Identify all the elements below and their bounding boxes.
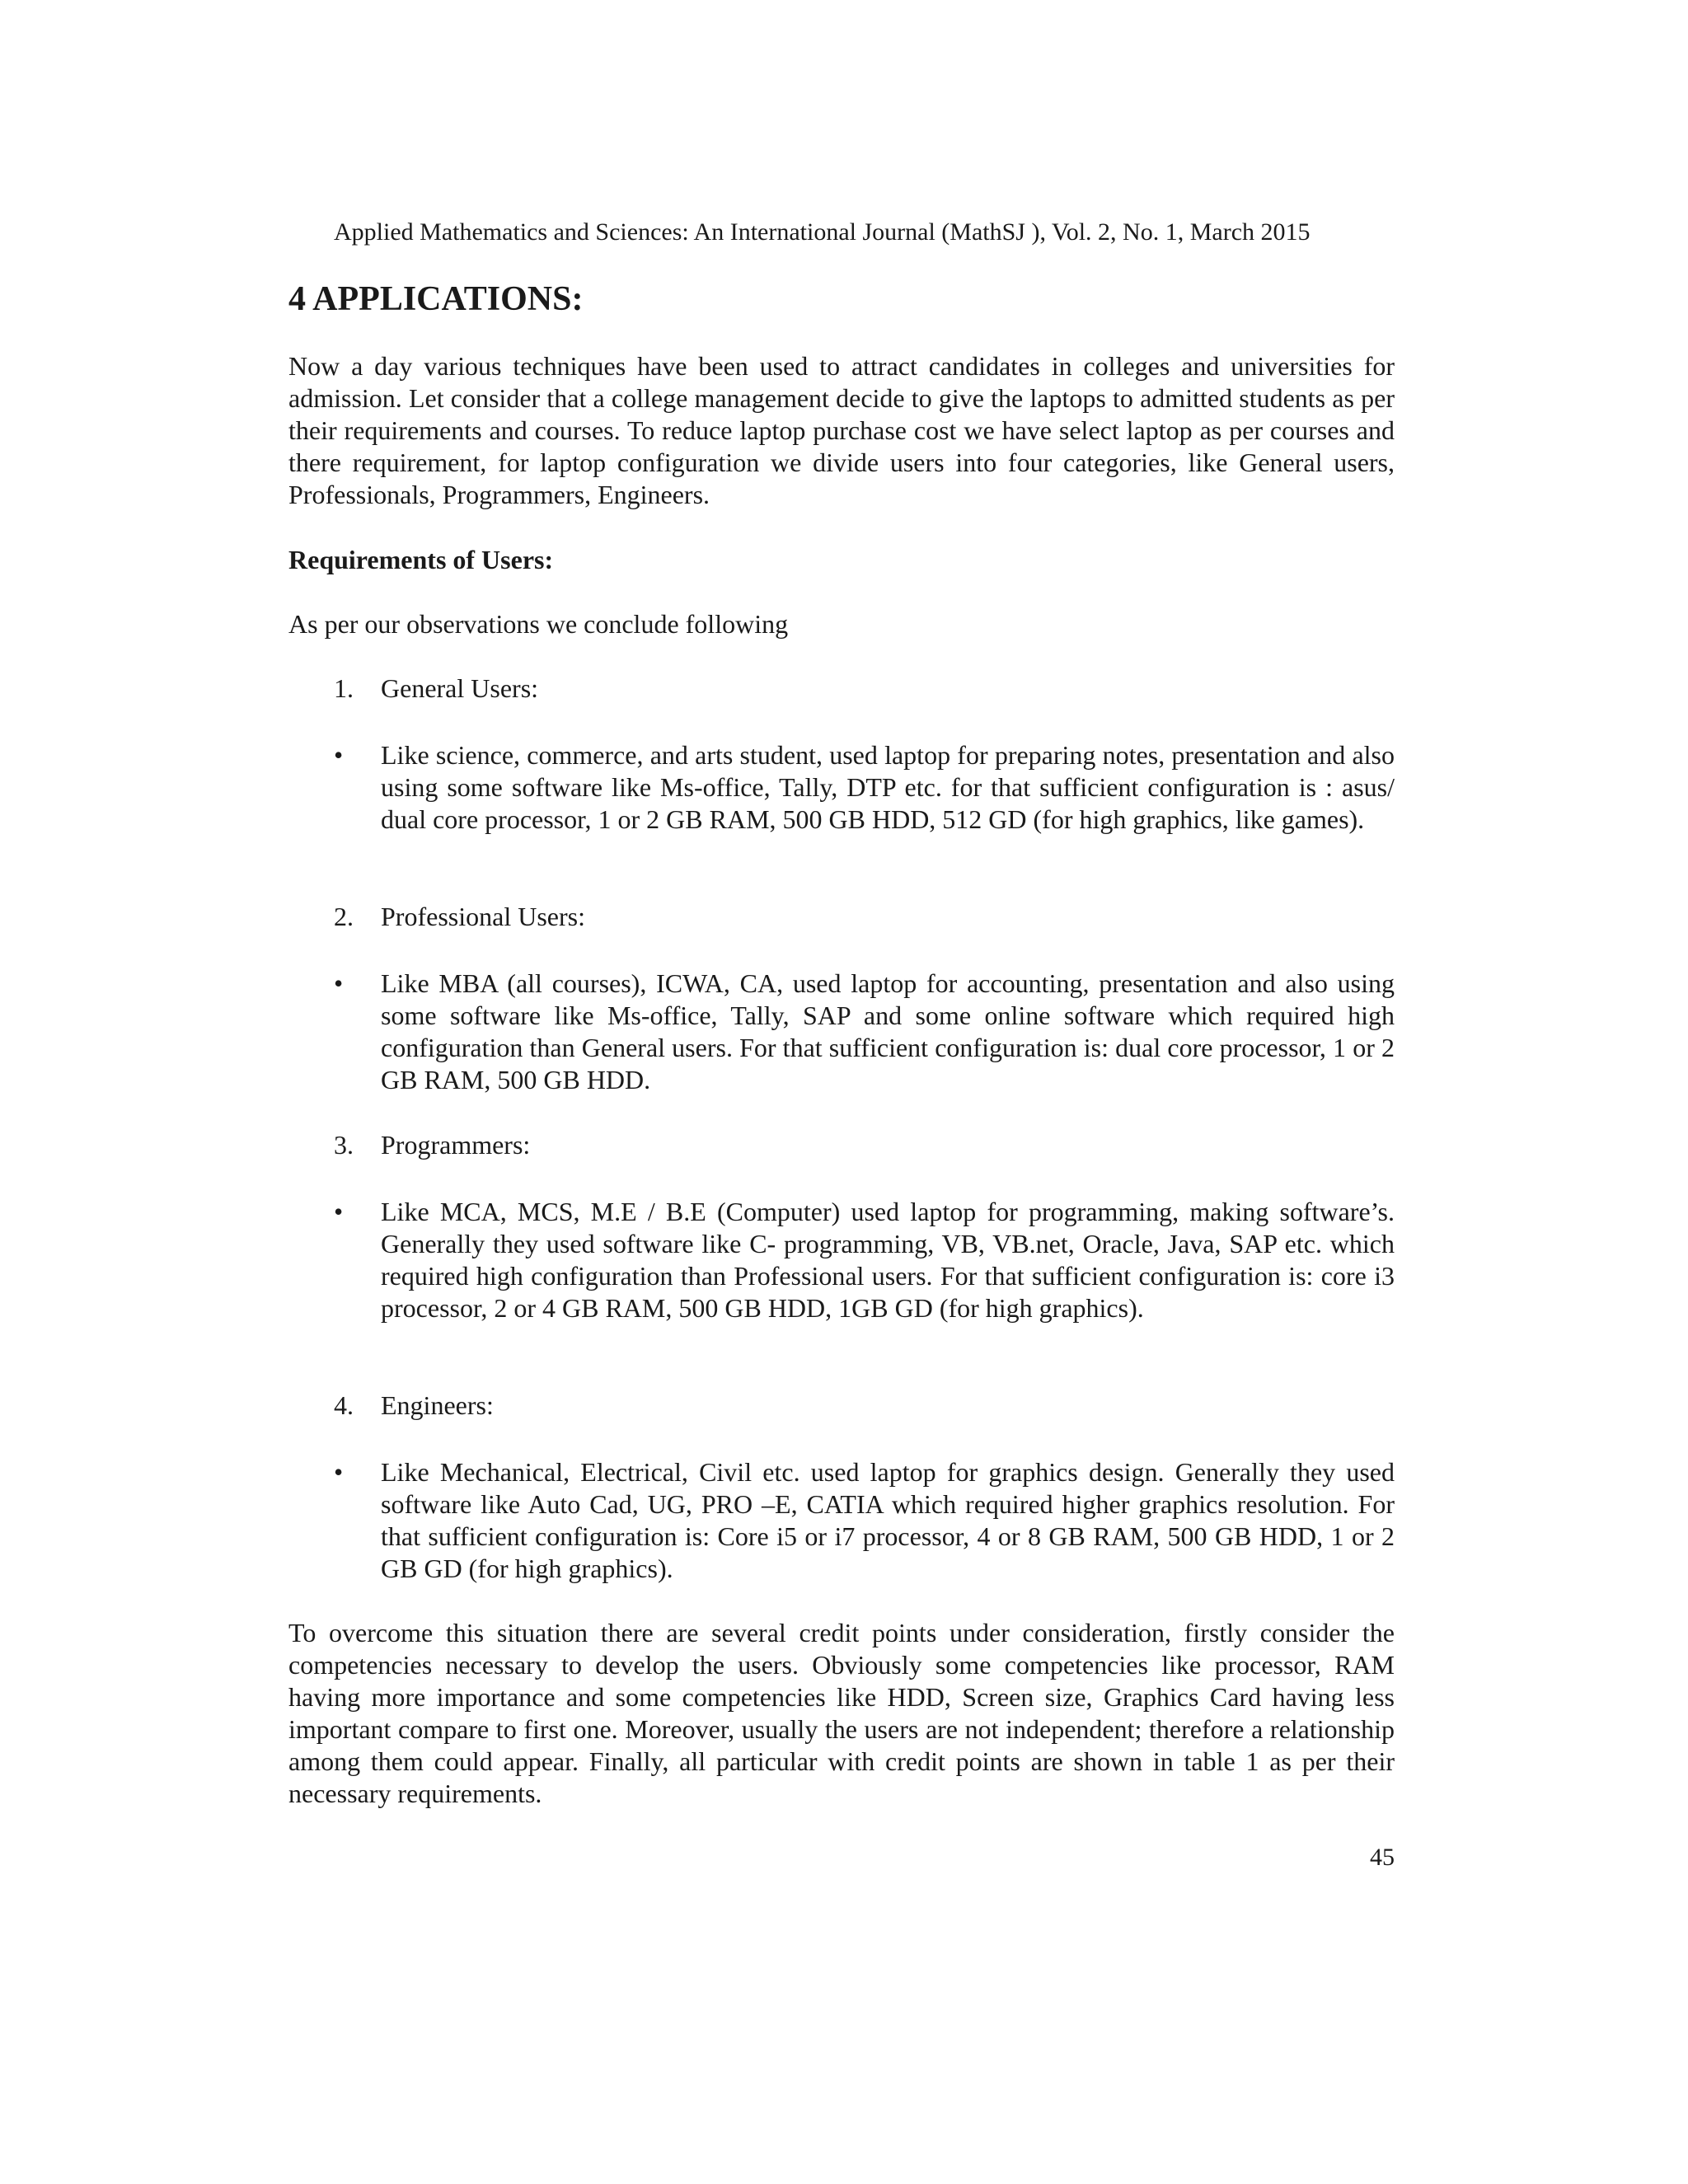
bullet-icon: • <box>334 1457 344 1487</box>
category-title: General Users: <box>381 673 539 703</box>
category-description-programmers <box>334 1196 1395 1324</box>
category-item-general <box>334 673 538 705</box>
running-header: Applied Mathematics and Sciences: An International Journal (MathSJ ), Vol. 2, No. 1, March 2015 <box>334 218 1311 246</box>
category-title: Engineers: <box>381 1390 494 1420</box>
closing-paragraph: To overcome this situation there are several credit points under consideration, firstly consider the competencies necessary to develop the users. Obviously some competencies like processor, RAM having more importance and some competencies like HDD, Screen size, Graphics Card having less important compare to first one. Moreover, usually the users are not independent; therefore a relationship among them could appear. Finally, all particular with credit points are shown in table 1 as per their necessary requirements. <box>288 1618 1395 1808</box>
category-description: Like Mechanical, Electrical, Civil etc. used laptop for graphics design. Generally they used software like Auto Cad, UG, PRO –E, CATIA which required higher graphics resolution. For that sufficient configuration is: Core i5 or i7 processor, 4 or 8 GB RAM, 500 GB HDD, 1 or 2 GB GD (for high graphics). <box>381 1457 1395 1583</box>
requirements-heading: Requirements of Users: <box>288 545 554 574</box>
bullet-icon: • <box>334 740 344 770</box>
category-number: 3. <box>334 1130 354 1160</box>
category-number: 2. <box>334 902 354 931</box>
page-number: 45 <box>1370 1844 1395 1871</box>
section-heading: 4 APPLICATIONS: <box>288 280 584 318</box>
category-description-general <box>334 739 1395 836</box>
category-description: Like science, commerce, and arts student, used laptop for preparing notes, presentation and also using some software like Ms-office, Tally, DTP etc. for that sufficient configuration is : asus/ dual core processor, 1 or 2 GB RAM, 500 GB HDD, 512 GD (for high graphics, like games). <box>381 740 1395 834</box>
category-description: Like MCA, MCS, M.E / B.E (Computer) used laptop for programming, making software’s. Generally they used software like C- programming, VB, VB.net, Oracle, Java, SAP etc. which required high configuration than Professional users. For that sufficient configuration is: core i3 processor, 2 or 4 GB RAM, 500 GB HDD, 1GB GD (for high graphics). <box>381 1197 1395 1323</box>
category-number: 4. <box>334 1390 354 1420</box>
observations-paragraph: As per our observations we conclude following <box>288 609 789 639</box>
category-item-engineers <box>334 1390 494 1422</box>
bullet-icon: • <box>334 1197 344 1226</box>
intro-paragraph: Now a day various techniques have been used to attract candidates in colleges and universities for admission. Let consider that a college management decide to give the laptops to admitted students as per their requirements and courses. To reduce laptop purchase cost we have select laptop as per courses and there requirement, for laptop configuration we divide users into four categories, like General users, Professionals, Programmers, Engineers. <box>288 351 1395 509</box>
category-description-professional <box>334 968 1395 1096</box>
category-title: Professional Users: <box>381 902 585 931</box>
category-title: Programmers: <box>381 1130 531 1160</box>
category-description-engineers <box>334 1456 1395 1585</box>
category-number: 1. <box>334 673 354 703</box>
bullet-icon: • <box>334 968 344 998</box>
category-description: Like MBA (all courses), ICWA, CA, used laptop for accounting, presentation and also using some software like Ms-office, Tally, SAP and some online software which required high configuration than General users. For that sufficient configuration is: dual core processor, 1 or 2 GB RAM, 500 GB HDD. <box>381 968 1395 1094</box>
category-item-professional <box>334 901 585 933</box>
category-item-programmers <box>334 1129 530 1161</box>
